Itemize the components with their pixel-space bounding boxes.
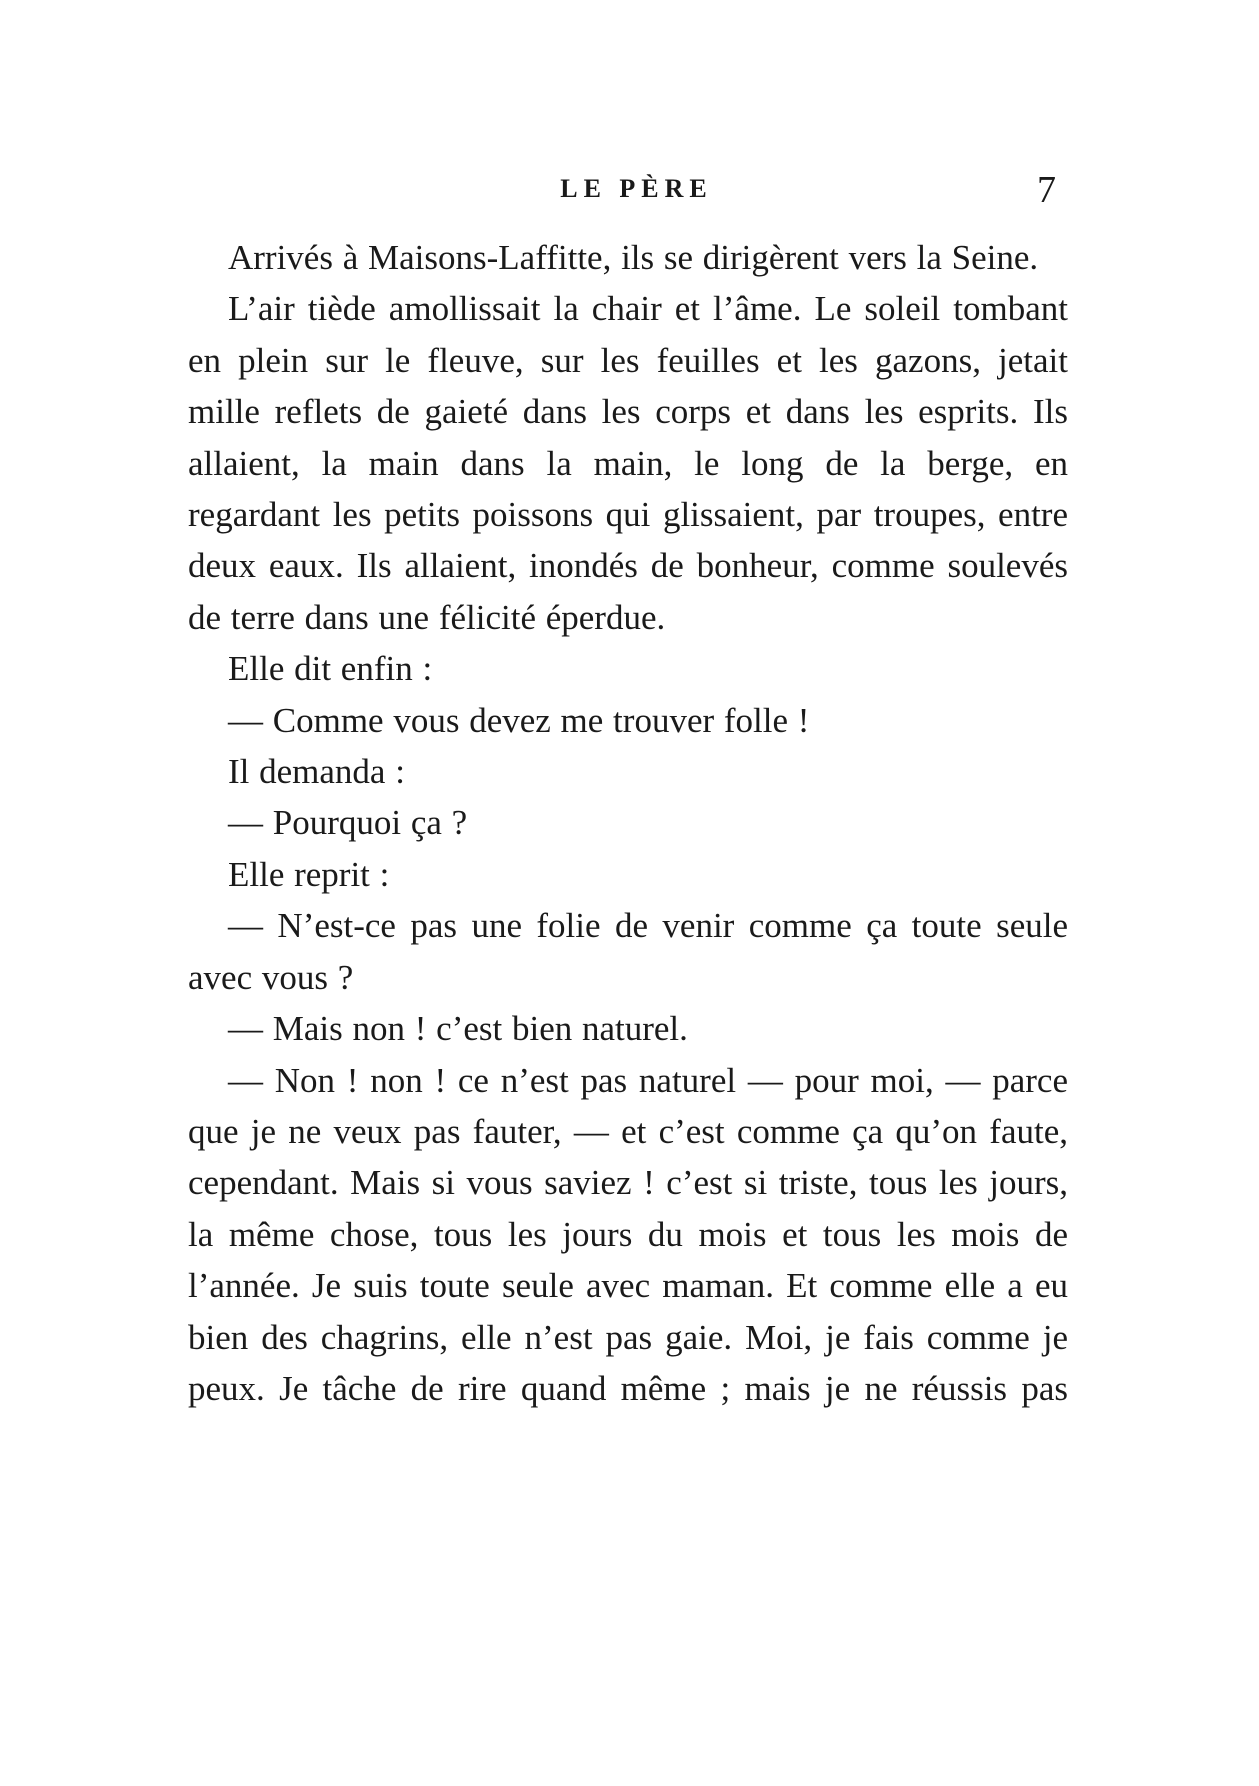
running-title: LE PÈRE <box>560 174 713 203</box>
paragraph: L’air tiède amollissait la chair et l’âme. Le soleil tombant en plein sur le fleuve, sur les feuilles et les gazons, jetait mille reflets de gaieté dans les corps et dans les esprits. Ils allaient, la main dans la main, le long de la berge, en regardant les petits poissons qui glissaient, par troupes, entre deux eaux. Ils allaient, inondés de bonheur, comme soulevés de terre dans une félicité éperdue. <box>188 289 1068 637</box>
paragraph: — Non ! non ! ce n’est pas naturel — pour moi, — parce que je ne veux pas fauter, — et c’est comme ça qu’on faute, cependant. Mais si vous saviez ! c’est si triste, tous les jours, la même chose, tous les jours du mois et tous les mois de l’année. Je suis toute seule avec maman. Et comme elle a eu bien des chagrins, elle n’est pas gaie. Moi, je fais comme je peux. Je tâche de rire quand même ; mais je ne réussis pas <box>188 1060 1068 1408</box>
paragraph: Arrivés à Maisons-Laffitte, ils se dirigèrent vers la Seine. <box>228 238 1039 277</box>
paragraph: Elle reprit : <box>228 854 390 894</box>
page-number: 7 <box>1037 169 1056 211</box>
paragraph: — Mais non ! c’est bien naturel. <box>228 1009 688 1049</box>
paragraph: — Comme vous devez me trouver folle ! <box>228 700 810 740</box>
body-text <box>188 232 1068 1414</box>
paragraph: — N’est-ce pas une folie de venir comme ça toute seule avec vous ? <box>188 906 1068 997</box>
paragraph: Elle dit enfin : <box>228 649 433 689</box>
paragraph: Il demanda : <box>228 752 405 792</box>
paragraph: — Pourquoi ça ? <box>228 803 468 843</box>
running-head <box>0 168 1259 228</box>
